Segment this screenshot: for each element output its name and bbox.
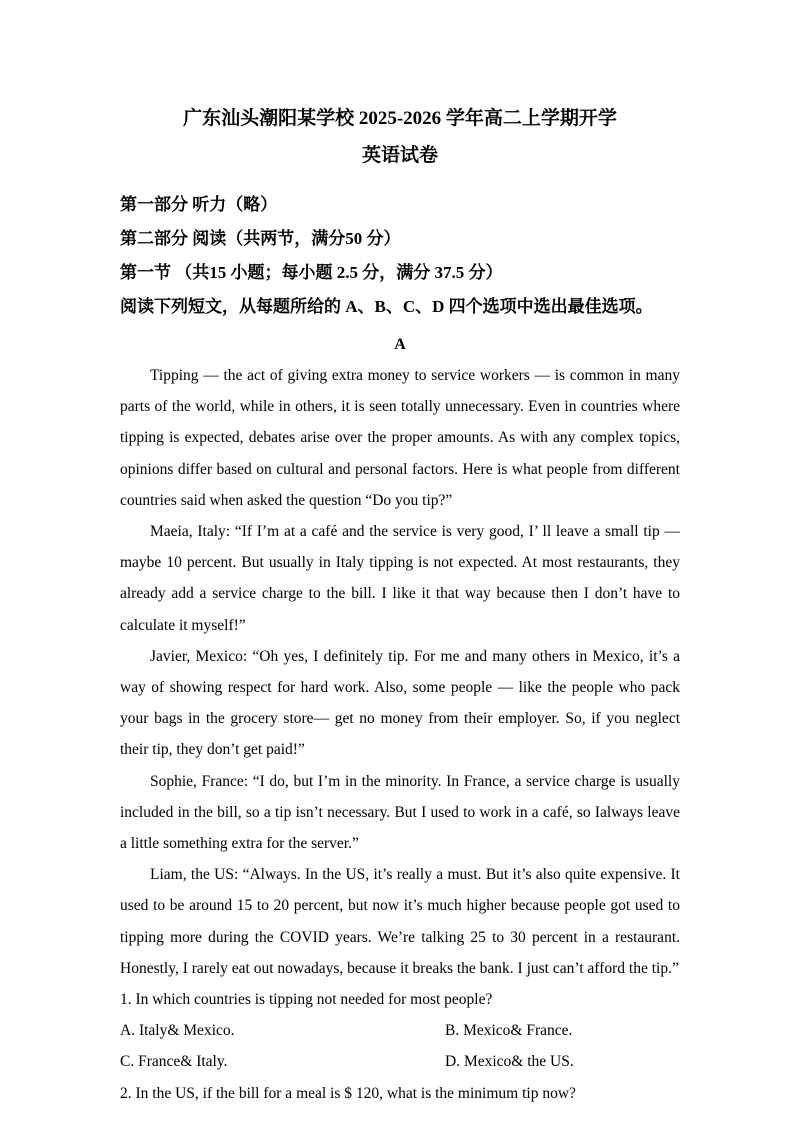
option-b: B. Mexico& France.	[445, 1022, 573, 1040]
question-1-options	[120, 1015, 680, 1077]
exam-title	[120, 100, 680, 174]
part2-header: 第二部分 阅读（共两节，满分50 分）	[120, 229, 401, 248]
passage-paragraph: Javier, Mexico: “Oh yes, I definitely tip. For me and many others in Mexico, it’s a way of showing respect for hard work. Also, some people — like the people who pack your bags in the grocery store— get no money from their employer. So, if you neglect their tip, they don’t get paid!”	[120, 647, 680, 759]
option-a: A. Italy& Mexico.	[120, 1022, 235, 1040]
passage-paragraph: Sophie, France: “I do, but I’m in the minority. In France, a service charge is usually included in the bill, so a tip isn’t necessary. But I used to work in a café, so Ialways leave a little something extra for the server.”	[120, 772, 680, 853]
part1-header: 第一部分 听力（略）	[120, 195, 278, 214]
passage-paragraph: Tipping — the act of giving extra money to service workers — is common in many parts of the world, while in others, it is seen totally unnecessary. Even in countries where tipping is expected, debates arise over the proper amounts. As with any complex topics, opinions differ based on cultural and personal factors. Here is what people from different countries said when asked the question “Do you tip?”	[120, 367, 680, 509]
question-1	[120, 984, 680, 1078]
section1-header: 第一节 （共15 小题；每小题 2.5 分，满分 37.5 分）	[120, 263, 503, 282]
exam-title-line2: 英语试卷	[361, 145, 438, 166]
option-d: D. Mexico& the US.	[445, 1053, 574, 1071]
passage-paragraph: Maeia, Italy: “If I’m at a café and the service is very good, I’ ll leave a small tip — maybe 10 percent. But usually in Italy tipping is not expected. At most restaurants, they already add a service charge to the bill. I like it that way because then I don’t have to calculate it myself!”	[120, 523, 680, 634]
question-1-stem: 1. In which countries is tipping not needed for most people?	[120, 991, 493, 1009]
reading-instruction: 阅读下列短文，从每题所给的 A、B、C、D 四个选项中选出最佳选项。	[120, 297, 653, 316]
question-2	[120, 1078, 680, 1109]
exam-title-line1: 广东汕头潮阳某学校 2025-2026 学年高二上学期开学	[183, 108, 617, 129]
option-c: C. France& Italy.	[120, 1053, 228, 1071]
passage-label: A	[394, 336, 406, 353]
passage-body	[120, 360, 680, 984]
question-2-stem: 2. In the US, if the bill for a meal is $ 120, what is the minimum tip now?	[120, 1084, 576, 1102]
section-headers	[120, 188, 680, 324]
passage-paragraph: Liam, the US: “Always. In the US, it’s really a must. But it’s also quite expensive. It used to be around 15 to 20 percent, but now it’s much higher because people got used to tipping more during the COVID years. We’re talking 25 to 30 percent in a restaurant. Honestly, I rarely eat out nowadays, because it breaks the bank. I just can’t afford the tip.”	[120, 866, 680, 977]
